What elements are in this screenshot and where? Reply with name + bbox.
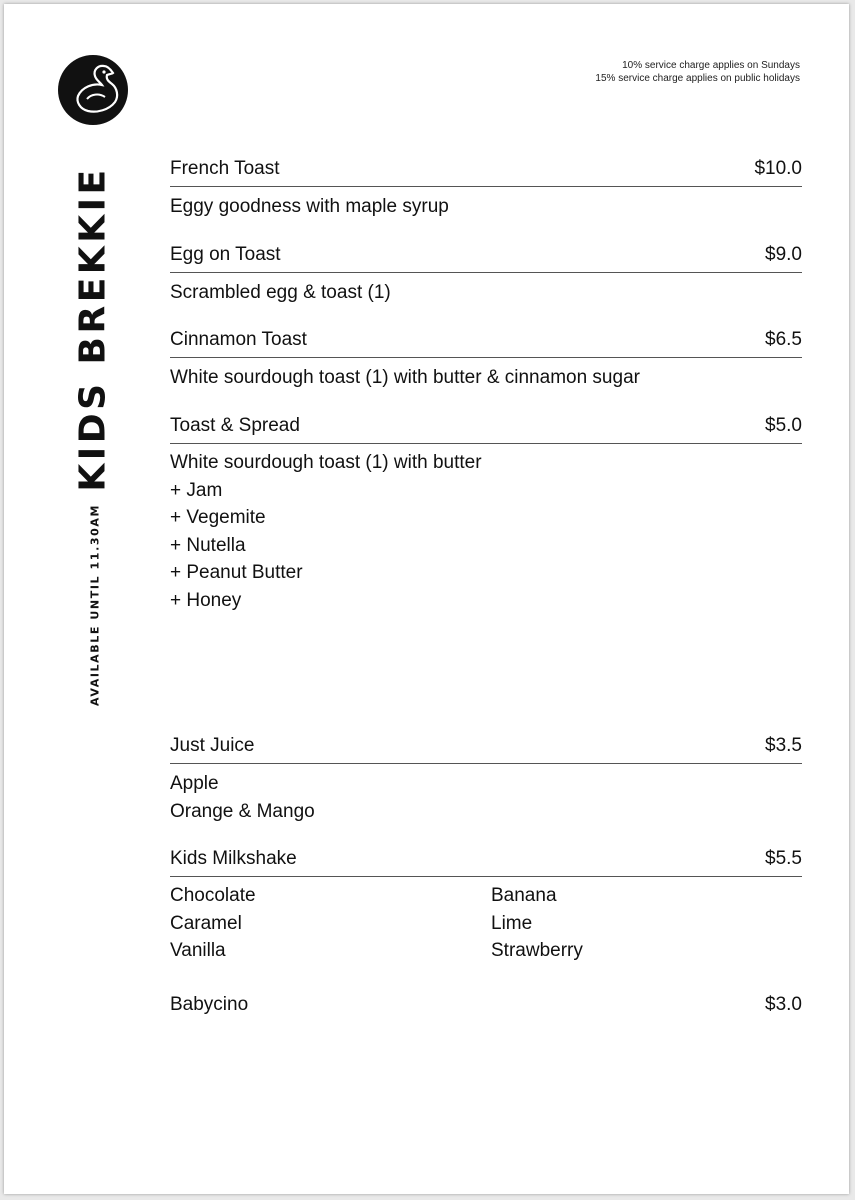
item-price: $5.0	[765, 415, 802, 436]
item-price: $10.0	[754, 158, 802, 179]
menu-item-cinnamon-toast	[170, 329, 802, 358]
item-price: $5.5	[765, 848, 802, 869]
notice-public-holidays: 15% service charge applies on public holidays	[595, 73, 800, 84]
flavour-option: Lime	[491, 912, 533, 934]
item-description	[170, 193, 802, 221]
menu-item-toast-spread	[170, 415, 802, 444]
item-name: French Toast	[170, 158, 280, 179]
flavour-option: Strawberry	[491, 940, 583, 961]
item-description	[170, 770, 802, 825]
menu-item-french-toast	[170, 158, 802, 187]
item-price: $3.5	[765, 735, 802, 756]
item-name: Babycino	[170, 994, 249, 1015]
flavours-column-left	[170, 882, 256, 965]
description-line: Scrambled egg & toast (1)	[170, 282, 391, 303]
menu-availability-text: AVAILABLE UNTIL 11.30AM	[88, 503, 102, 707]
item-price: $3.0	[765, 994, 802, 1015]
item-description	[170, 449, 802, 614]
item-description	[170, 279, 802, 307]
item-price: $6.5	[765, 329, 802, 350]
flavours-column-right	[491, 882, 583, 965]
description-line: White sourdough toast (1) with butter	[170, 452, 482, 473]
menu-page	[4, 4, 849, 1194]
spread-option: + Nutella	[170, 534, 246, 556]
duck-logo-icon	[57, 54, 129, 126]
menu-item-kids-milkshake	[170, 848, 802, 877]
juice-option: Apple	[170, 773, 219, 794]
menu-item-babycino	[170, 994, 802, 1022]
description-line: Eggy goodness with maple syrup	[170, 196, 449, 217]
menu-item-just-juice	[170, 735, 802, 764]
spread-option: + Peanut Butter	[170, 562, 303, 583]
spread-option: + Jam	[170, 479, 223, 501]
spread-option: + Vegemite	[170, 507, 266, 528]
notice-sundays: 10% service charge applies on Sundays	[622, 60, 800, 71]
juice-option: Orange & Mango	[170, 800, 315, 822]
flavour-option: Caramel	[170, 912, 242, 934]
item-description	[170, 364, 802, 392]
menu-item-egg-on-toast	[170, 244, 802, 273]
item-name: Toast & Spread	[170, 415, 300, 436]
menu-title-text: KIDS BREKKIE	[72, 166, 114, 492]
item-name: Cinnamon Toast	[170, 329, 307, 350]
flavour-option: Chocolate	[170, 885, 256, 906]
service-charge-notice	[595, 59, 800, 85]
item-price: $9.0	[765, 244, 802, 265]
spread-option: + Honey	[170, 589, 242, 611]
item-name: Egg on Toast	[170, 244, 281, 265]
item-name: Kids Milkshake	[170, 848, 297, 869]
flavour-option: Banana	[491, 885, 557, 906]
item-name: Just Juice	[170, 735, 255, 756]
flavour-option: Vanilla	[170, 940, 226, 961]
description-line: White sourdough toast (1) with butter & cinnamon sugar	[170, 367, 640, 388]
